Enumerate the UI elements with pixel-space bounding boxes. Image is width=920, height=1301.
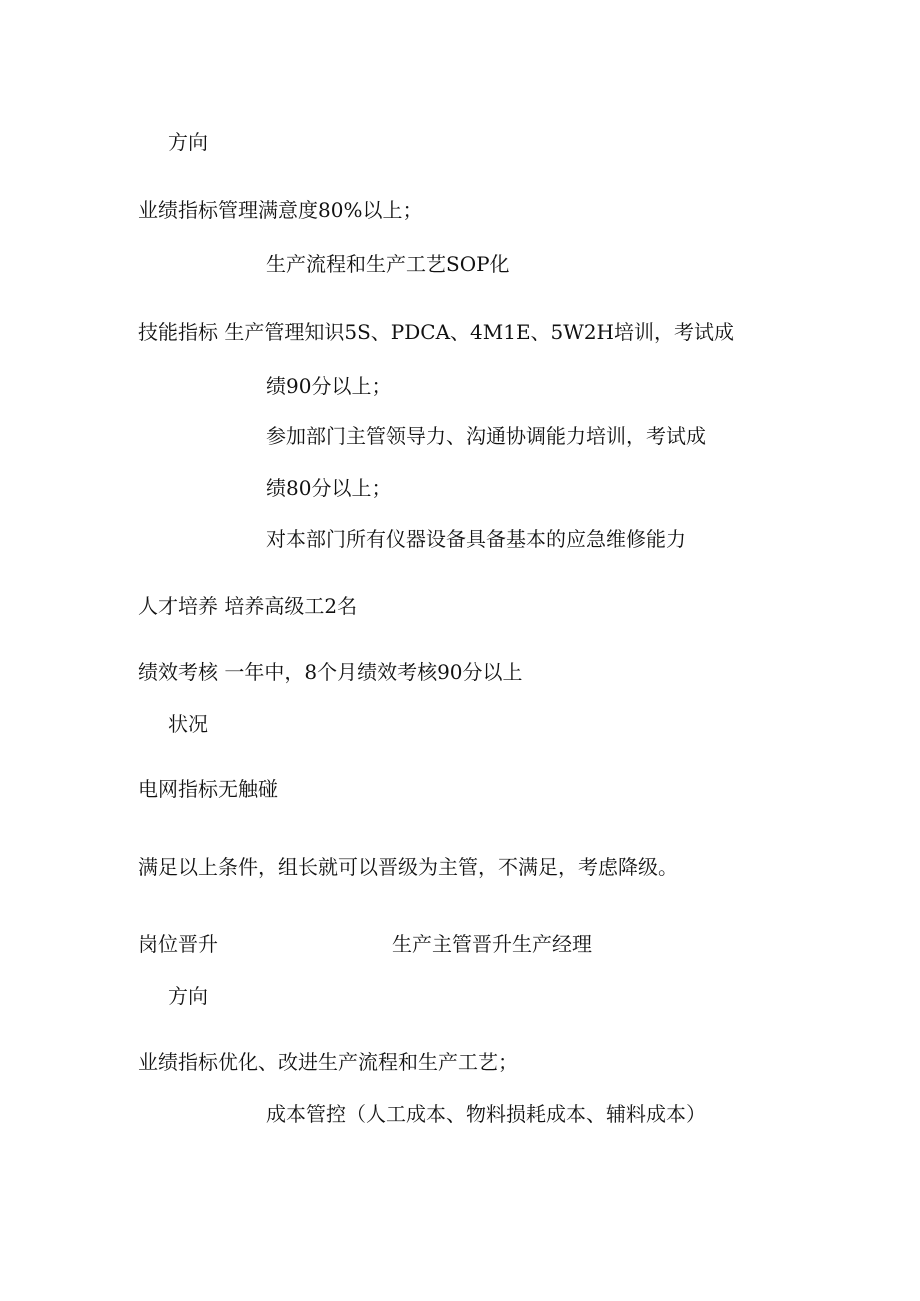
text-line: 满足以上条件，组长就可以晋级为主管，不满足，考虑降级。 <box>138 855 678 879</box>
text-line: 对本部门所有仪器设备具备基本的应急维修能力 <box>266 527 686 551</box>
text-line: 绩80分以上； <box>266 476 392 500</box>
text-line: 成本管控（人工成本、物料损耗成本、辅料成本） <box>266 1102 706 1126</box>
text-line: 生产流程和生产工艺SOP化 <box>266 252 510 276</box>
text-line: 电网指标无触碰 <box>138 777 278 801</box>
text-line: 绩效考核 一年中，8个月绩效考核90分以上 <box>138 660 523 684</box>
text-line: 参加部门主管领导力、沟通协调能力培训，考试成 <box>266 424 706 448</box>
text-line: 状况 <box>168 712 208 736</box>
text-line: 技能指标 生产管理知识5S、PDCA、4M1E、5W2H培训，考试成 <box>138 320 734 344</box>
text-line: 生产主管晋升生产经理 <box>392 932 592 956</box>
text-line: 方向 <box>168 984 208 1008</box>
text-line: 业绩指标优化、改进生产流程和生产工艺； <box>138 1050 518 1074</box>
text-line: 岗位晋升 <box>138 932 218 956</box>
text-line: 方向 <box>168 130 208 154</box>
text-line: 人才培养 培养高级工2名 <box>138 594 358 618</box>
text-line: 绩90分以上； <box>266 374 392 398</box>
text-line: 业绩指标管理满意度80%以上； <box>138 198 423 222</box>
